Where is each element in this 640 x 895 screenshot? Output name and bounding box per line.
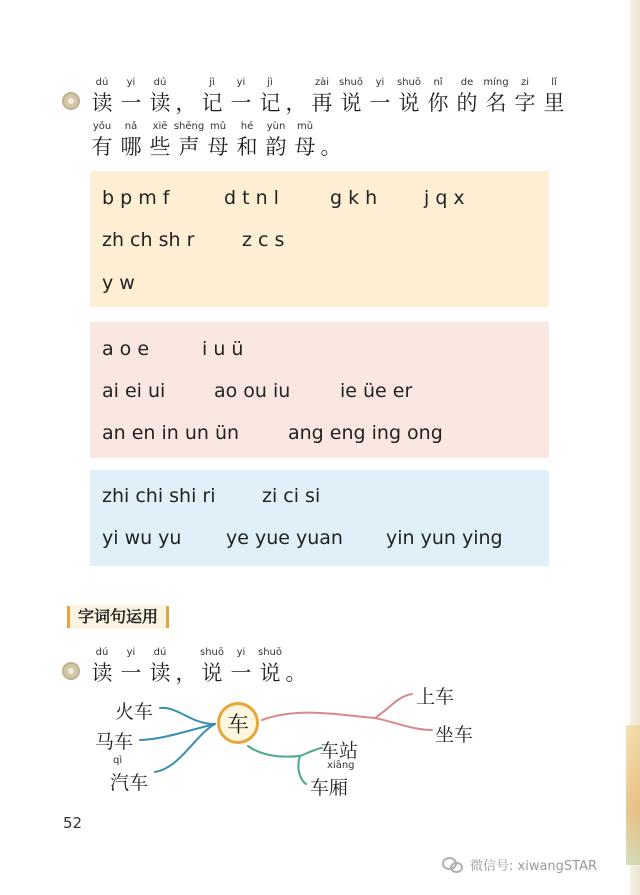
line-to-chezhan — [248, 746, 322, 757]
initials-group: b p m f — [102, 187, 170, 209]
pinyin: shuō — [338, 77, 363, 88]
pinyin: de — [460, 77, 474, 88]
section-title: 字词句运用 — [70, 605, 166, 629]
hanzi: 读 — [149, 91, 171, 115]
mindmap-center: 车 — [217, 702, 259, 744]
finals-group: ang eng ing ong — [288, 422, 443, 444]
hanzi: 读 — [91, 91, 113, 115]
initials-group: g k h — [330, 187, 378, 209]
pinyin: hé — [240, 121, 254, 132]
pinyin: jì — [209, 77, 215, 88]
finals-group: an en in un ün — [102, 422, 240, 444]
pinyin: dú — [95, 77, 109, 88]
pinyin: yi — [126, 77, 136, 88]
initials-group: d t n l — [224, 187, 279, 209]
wechat-icon — [442, 857, 464, 873]
initials-group: j q x — [424, 187, 465, 209]
initials-group: zh ch sh r — [102, 229, 195, 251]
line-to-zuoche — [375, 718, 432, 730]
word-huoche: 火车 — [115, 701, 154, 723]
hanzi: ， — [175, 91, 197, 115]
pinyin: zi — [520, 77, 530, 88]
finals-group: ai ei ui — [102, 380, 166, 402]
hanzi: 字 — [514, 91, 536, 115]
page-number: 52 — [63, 814, 83, 832]
initials-group: y w — [102, 272, 135, 294]
hanzi: 一 — [120, 661, 142, 685]
hanzi: 说 — [398, 91, 420, 115]
hanzi: 。 — [320, 135, 342, 159]
pinyin-xiang: xiāng — [327, 760, 355, 771]
pinyin: dú — [153, 647, 167, 658]
syllables-group: ye yue yuan — [226, 527, 343, 549]
hanzi: 。 — [285, 661, 307, 685]
hanzi: 一 — [369, 91, 391, 115]
pinyin: shuō — [257, 647, 282, 658]
pinyin: lǐ — [551, 77, 557, 88]
hanzi: 声 — [178, 135, 200, 159]
hanzi: 的 — [456, 91, 478, 115]
hanzi: 有 — [91, 135, 113, 159]
hanzi: 一 — [230, 91, 252, 115]
hanzi: 记 — [259, 91, 281, 115]
pinyin: dú — [153, 77, 167, 88]
hanzi: 一 — [230, 661, 252, 685]
line-to-chexiang — [298, 756, 306, 784]
hanzi: 里 — [543, 91, 565, 115]
hanzi: 母 — [294, 135, 316, 159]
hanzi: 哪 — [120, 135, 142, 159]
pinyin: shuō — [396, 77, 421, 88]
watermark — [442, 855, 597, 874]
hanzi: 名 — [485, 91, 507, 115]
pinyin: yi — [375, 77, 385, 88]
pinyin: yi — [236, 77, 246, 88]
hanzi: 读 — [149, 661, 171, 685]
pinyin: nǐ — [433, 77, 443, 88]
pinyin: míng — [483, 77, 509, 88]
hanzi: 和 — [236, 135, 258, 159]
pinyin: yùn — [266, 121, 286, 132]
finals-group: i u ü — [202, 338, 244, 360]
hanzi: 再 — [311, 91, 333, 115]
syllables-group: zi ci si — [262, 485, 321, 507]
hanzi: 记 — [201, 91, 223, 115]
finals-group: ie üe er — [340, 380, 413, 402]
hanzi: ， — [285, 91, 307, 115]
hanzi: 读 — [91, 661, 113, 685]
pinyin: mǔ — [296, 121, 314, 132]
word-qiche: qì 汽车 — [110, 755, 149, 794]
pinyin: jì — [267, 77, 273, 88]
hanzi: ， — [175, 661, 197, 685]
pinyin: yi — [236, 647, 246, 658]
hanzi: 说 — [259, 661, 281, 685]
word-chezhan: 车站 — [320, 740, 359, 762]
finals-group: ao ou iu — [214, 380, 291, 402]
pinyin: yǒu — [92, 121, 112, 132]
finals-group: a o e — [102, 338, 150, 360]
pinyin: nǎ — [124, 121, 138, 132]
hanzi: 一 — [120, 91, 142, 115]
pinyin: yi — [126, 647, 136, 658]
initials-group: z c s — [242, 229, 285, 251]
line-to-shangche — [262, 694, 412, 720]
hanzi: 母 — [207, 135, 229, 159]
pinyin: dú — [95, 647, 109, 658]
word-shangche: 上车 — [416, 686, 455, 708]
syllables-group: yin yun ying — [386, 527, 503, 549]
syllables-group: yi wu yu — [102, 527, 182, 549]
word-chexiang: xiāng 车厢 — [310, 760, 355, 799]
pinyin: mǔ — [209, 121, 227, 132]
hanzi: 说 — [340, 91, 362, 115]
pinyin: shēng — [173, 121, 205, 132]
line-to-huoche — [160, 708, 215, 724]
pinyin: zài — [314, 77, 330, 88]
hanzi: 些 — [149, 135, 171, 159]
watermark-text: 微信号: xiwangSTAR — [470, 859, 598, 874]
word-mache: 马车 — [95, 731, 134, 753]
hanzi: 你 — [427, 91, 449, 115]
pinyin-qi: qì — [113, 755, 123, 766]
hanzi: 韵 — [265, 135, 287, 159]
word-zuoche: 坐车 — [435, 724, 474, 746]
syllables-group: zhi chi shi ri — [102, 485, 216, 507]
pinyin: xiē — [152, 121, 168, 132]
hanzi: 说 — [201, 661, 223, 685]
pinyin: shuō — [199, 647, 224, 658]
